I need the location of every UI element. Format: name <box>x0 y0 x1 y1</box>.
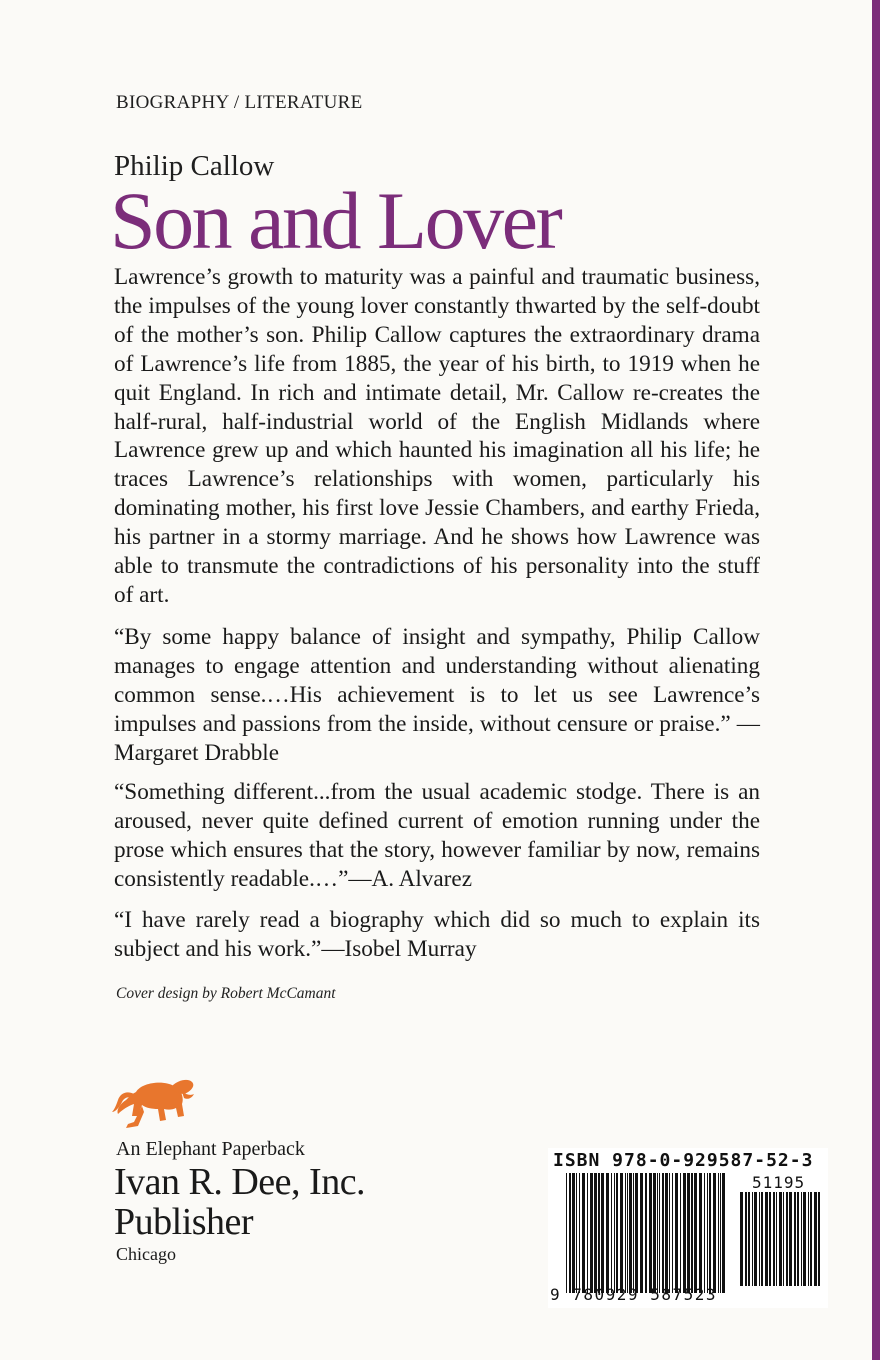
barcode-bar <box>801 1192 802 1286</box>
barcode-bar <box>740 1192 743 1286</box>
book-description: Lawrence’s growth to maturity was a painful and traumatic business, the impulses of the young lover constantly thwarted by the self-doubt of the mother’s son. Philip Callow captures the extraordinary drama of Lawrence’s life from 1885, the year of his birth, to 1919 when he quit England. In rich and intimate detail, Mr. Callow re-creates the half-rural, half-industrial world of the English Midlands where Lawrence grew up and which haunted his imagination all his life; he traces Lawrence’s relationships with women, particularly his dominating mother, his first love Jessie Chambers, and earthy Frieda, his partner in a stormy marriage. And he shows how Lawrence was able to transmute the contradictions of his personality into the stuff of art. <box>114 264 760 608</box>
barcode-bar <box>699 1173 702 1293</box>
barcode-bar <box>669 1173 670 1293</box>
barcode-bar <box>761 1192 763 1286</box>
barcode-bar <box>645 1173 647 1293</box>
price-code: 51195 <box>752 1173 806 1192</box>
barcode-bar <box>620 1173 623 1293</box>
barcode-bar <box>814 1192 817 1286</box>
barcode-bar <box>797 1192 799 1286</box>
barcode-bar <box>629 1173 632 1293</box>
barcode-bar <box>786 1192 788 1286</box>
barcode-bar <box>675 1173 678 1293</box>
barcode-bar <box>808 1192 809 1286</box>
cover-design-credit: Cover design by Robert McCamant <box>116 985 336 1002</box>
barcode-bar <box>582 1173 585 1293</box>
barcode-bar <box>665 1173 668 1293</box>
barcode-bar <box>779 1192 782 1286</box>
barcode-bar <box>803 1192 806 1286</box>
barcode-bar <box>776 1192 777 1286</box>
barcode-bar <box>601 1173 604 1293</box>
isbn-label: ISBN 978-0-929587-52-3 <box>553 1150 814 1171</box>
barcode-bar <box>627 1173 628 1293</box>
barcode-bar <box>590 1173 593 1293</box>
review-quote-drabble: “By some happy balance of insight and sympathy, Philip Callow manages to engage attention and understanding without alienating common sense.…His achievement is to let us see Lawrence’s impulses and passions from the inside, without censure or praise.” —Margaret Drabble <box>114 624 760 766</box>
barcode-bar <box>709 1173 711 1293</box>
barcode-bar <box>748 1192 750 1286</box>
review-quote-alvarez: “Something different...from the usual academic stodge. There is an aroused, never quite defined current of emotion running under the prose which ensures that the story, however familiar by now, remains consistently readable.…”—A. Alvarez <box>114 779 760 892</box>
barcode-bar <box>683 1173 686 1293</box>
review-quote-murray: “I have rarely read a biography which did so much to explain its subject and his work.”—Isobel Murray <box>114 907 760 962</box>
barcode-bar <box>566 1173 567 1293</box>
elephant-icon <box>112 1072 196 1130</box>
barcode-bar <box>789 1192 792 1286</box>
publisher-name: Ivan R. Dee, Inc. <box>114 1161 366 1203</box>
ean-barcode <box>566 1173 726 1293</box>
barcode-bar <box>680 1173 681 1293</box>
barcode-bar <box>672 1173 673 1293</box>
barcode-bar <box>659 1173 660 1293</box>
book-title: Son and Lover <box>110 175 561 266</box>
barcode-bar <box>614 1173 615 1293</box>
barcode-bar <box>640 1173 643 1293</box>
barcode-bar <box>754 1192 757 1286</box>
barcode-bar <box>745 1192 747 1286</box>
barcode-bar <box>587 1173 588 1293</box>
barcode-bar <box>687 1173 690 1293</box>
price-barcode <box>740 1192 822 1286</box>
barcode-bar <box>606 1173 609 1293</box>
barcode-bar <box>810 1192 812 1286</box>
barcode-bar <box>635 1173 638 1293</box>
barcode-bar <box>765 1192 768 1286</box>
barcode-bar <box>653 1173 656 1293</box>
barcode-bar <box>722 1173 725 1293</box>
barcode-bar <box>649 1173 652 1293</box>
barcode-bar <box>657 1173 658 1293</box>
barcode-bar <box>616 1173 618 1293</box>
barcode-bar <box>579 1173 580 1293</box>
barcode-bar <box>576 1173 577 1293</box>
ean-digits: 9 780929 587523 <box>550 1285 717 1304</box>
barcode-bar <box>759 1192 760 1286</box>
barcode-bar <box>625 1173 626 1293</box>
barcode-bar <box>720 1173 721 1293</box>
publisher-subtitle: Publisher <box>114 1201 254 1243</box>
barcode-bar <box>569 1173 571 1293</box>
barcode-bar <box>718 1173 719 1293</box>
publisher-city: Chicago <box>116 1244 176 1264</box>
publisher-series: An Elephant Paperback <box>116 1138 305 1160</box>
barcode-bar <box>694 1173 697 1293</box>
spine-edge <box>872 0 880 1360</box>
barcode-bar <box>783 1192 784 1286</box>
barcode-bar <box>691 1173 693 1293</box>
barcode-bar <box>704 1173 705 1293</box>
barcode-bar <box>752 1192 753 1286</box>
barcode-bar <box>594 1173 597 1293</box>
barcode-bar <box>598 1173 600 1293</box>
category-label: BIOGRAPHY / LITERATURE <box>116 92 363 113</box>
barcode-bar <box>794 1192 796 1286</box>
barcode-bar <box>818 1192 820 1286</box>
barcode-bar <box>633 1173 634 1293</box>
barcode-bar <box>713 1173 716 1293</box>
barcode-bar <box>769 1192 771 1286</box>
barcode-bar <box>662 1173 664 1293</box>
barcode-bar <box>572 1173 575 1293</box>
author-name: Philip Callow <box>114 150 275 182</box>
barcode-bar <box>707 1173 708 1293</box>
barcode-bar <box>773 1192 775 1286</box>
barcode-bar <box>611 1173 612 1293</box>
